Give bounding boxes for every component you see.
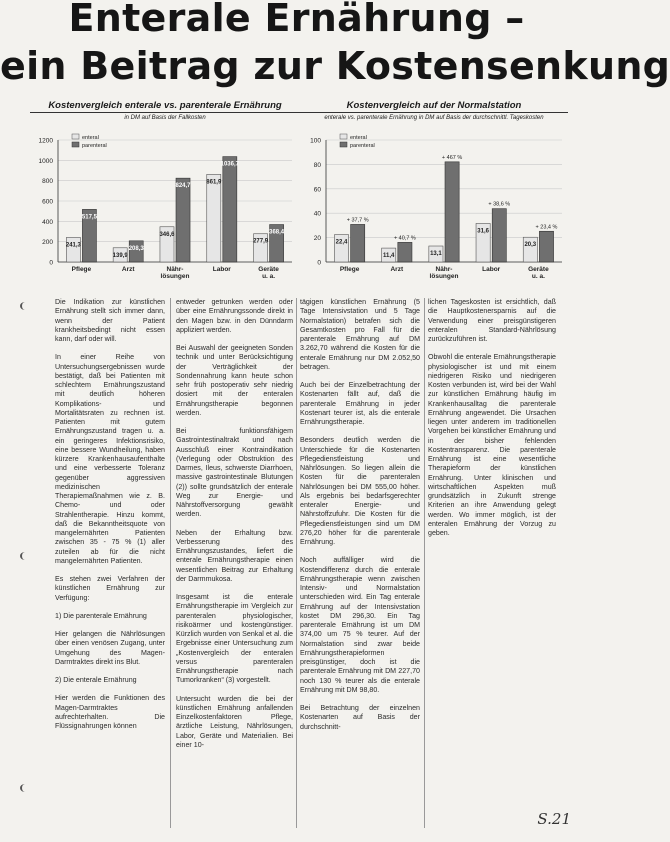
- x-tick-label: Arzt: [390, 266, 404, 273]
- column-divider: [424, 298, 425, 828]
- paragraph: Noch auffälliger wird die Kostendifferenz durch die enterale Ernährungstherapie wenn zwischen Intensiv- und Normalstation unterschieden wird. Ein Tag enterale Ernährung auf der Intensivstation kostet DM 296,30. Ein Tag parenterale Ernährung ist um DM 374,00 um 75 % teurer. Auf der Normalstation sind zwar beide Ernährungstherapieformen preisgünstiger, doch ist die parenterale Ernährung mit DM 227,70 noch 130 % teurer als die enterale Ernährung mit DM 98,80.: [300, 556, 420, 694]
- data-label-enteral: 11,4: [383, 253, 395, 260]
- paragraph: Untersucht wurden die bei der künstlichen Ernährung anfallenden Einzelkostenfaktoren Pflege, ärztliche Leistung, Nährlösungen, Labor, Geräte und Materialien. Bei einer 10-: [176, 694, 293, 749]
- paragraph: Bei funktionsfähigem Gastrointestinaltrakt und nach Ausschluß einer Kontraindikation (Verlegung oder Obstruktion des Darmes, Ileus, schwerste Diarrhoen, massive gastrointestinale Blutungen (2)) sollte grundsätzlich der enterale Weg zur Energie- und Nährstoffversorgung gewählt werden.: [176, 427, 293, 519]
- paragraph: Die Indikation zur künstlichen Ernährung stellt sich immer dann, wenn der Patient krankheitsbedingt nicht essen kann, darf oder will.: [55, 298, 165, 343]
- legend-label: parenteral: [350, 143, 375, 149]
- x-tick-label: Nähr-: [435, 266, 453, 273]
- x-tick-label: Pflege: [339, 266, 360, 273]
- y-tick-label: 100: [310, 137, 321, 145]
- x-tick-label: u. a.: [531, 273, 545, 280]
- paragraph: In einer Reihe von Untersuchungsergebnissen wurde bestätigt, daß bei Patienten mit schlechtem Ernährungszustand mit deutlich höheren Komplikations- und Mortalitätsraten zu rechnen ist. Patienten mit gutem Ernährungszustand tragen u. a. ein geringeres Infektionsrisiko, eine bessere Wundheilung, haben kürzere Krankenhausaufenthalte und eine verbesserte Toleranz gegenüber aggressiven medizinischen Therapiemaßnahmen wie z. B. Chemo- und oder Strahlentherapie. Hinzu kommt, daß die Bekanntheitsquote von mangelernährten Patienten zwischen 35 - 75 % (1) aller zuteilen ab für die nicht mangelernährten Patienten.: [55, 353, 165, 565]
- y-tick-label: 20: [313, 235, 321, 243]
- chart-plot: [300, 126, 568, 292]
- bar-enteral: [523, 237, 537, 262]
- y-tick-label: 800: [42, 178, 53, 186]
- legend-swatch-parenteral: [340, 142, 347, 147]
- bar-parenteral: [539, 231, 553, 262]
- bar-enteral: [66, 237, 80, 262]
- punch-hole-mark: [20, 784, 30, 792]
- x-tick-label: Labor: [482, 266, 501, 273]
- chart-normalstation: [300, 100, 568, 292]
- y-tick-label: 1200: [38, 137, 53, 145]
- change-label: + 23,4 %: [535, 224, 558, 231]
- legend-label: enteral: [350, 135, 367, 141]
- legend-swatch-enteral: [340, 134, 347, 139]
- legend-label: enteral: [82, 135, 99, 141]
- text-column-3: [300, 298, 420, 830]
- paragraph: Neben der Erhaltung bzw. Verbesserung des Ernährungszustandes, liefert die enterale Ernährungstherapie einen wesentlichen Beitrag zur Erhaltung der Darmmukosa.: [176, 528, 293, 583]
- paragraph: Bei Auswahl der geeigneten Sonden technik und unter Berücksichtigung der Verträglichkeit der Sondennahrung kann heute schon sehr früh postoperativ sehr niedrig dosiert mit der enteralen Ernährungstherapie begonnen werden.: [176, 344, 293, 417]
- paragraph: Hier gelangen die Nährlösungen über einen venösen Zugang, unter Umgehung des Magen-Darmtraktes direkt ins Blut.: [55, 630, 165, 666]
- chart-plot: [30, 126, 300, 292]
- y-tick-label: 80: [313, 161, 321, 169]
- paragraph: Besonders deutlich werden die Unterschiede für die Kostenarten Pflegedienstleistung und Nährlösungen. So liegen allein die Kosten für die parenteralen Nährlösungen bei DM 555,00 höher. Als ergebnis bei bedarfsgerechter enteraler Energie- und Nährstoffzufuhr. Die Kosten für die Pflegedienstleistungen sind um DM 276,20 höher für die parenterale Ernährung.: [300, 436, 420, 546]
- data-label-enteral: 20,3: [524, 242, 537, 249]
- x-tick-label: Geräte: [528, 266, 549, 273]
- headline-line-2: ein Beitrag zur Kostensenkung: [0, 44, 670, 88]
- x-tick-label: lösungen: [160, 273, 190, 280]
- text-column-2: [176, 298, 293, 830]
- data-label-enteral: 13,1: [430, 251, 442, 258]
- y-tick-label: 400: [42, 218, 53, 226]
- paragraph: tägigen künstlichen Ernährung (5 Tage Intensivstation und 5 Tage Normalstation) betrafen sich die Gesamtkosten pro Fall für die parenterale Ernährung auf DM 3.262,70 während die Kosten für die enterale Ernährung nur DM 2.052,50 betragen.: [300, 298, 420, 371]
- change-label: + 38,6 %: [488, 201, 511, 208]
- legend-swatch-parenteral: [72, 142, 79, 147]
- chart-title: Kostenvergleich auf der Normalstation: [300, 100, 568, 113]
- chart-subtitle: enterale vs. parenterale Ernährung in DM auf Basis der durchschnittl. Tageskosten: [324, 115, 544, 121]
- data-label-enteral: 277,9: [253, 238, 269, 245]
- y-tick-label: 1000: [38, 157, 53, 165]
- y-tick-label: 0: [317, 259, 321, 267]
- legend-label: parenteral: [82, 143, 107, 149]
- list-item: 2) Die enterale Ernährung: [55, 676, 137, 684]
- data-label-parenteral: 1036,7: [220, 161, 239, 168]
- data-label-enteral: 22,4: [335, 239, 348, 246]
- x-tick-label: lösungen: [429, 273, 459, 280]
- x-tick-label: Arzt: [121, 266, 135, 273]
- punch-hole-mark: [20, 552, 30, 560]
- chart-subtitle: in DM auf Basis der Fallkosten: [124, 115, 206, 121]
- x-tick-label: Labor: [212, 266, 231, 273]
- bar-parenteral: [351, 224, 365, 262]
- bar-parenteral: [492, 209, 506, 262]
- y-tick-label: 40: [313, 210, 321, 218]
- legend-swatch-enteral: [72, 134, 79, 139]
- paragraph: entweder getrunken werden oder über eine Ernährungssonde direkt in den Magen bzw. in den Dünndarm appliziert werden.: [176, 298, 293, 334]
- x-tick-label: Nähr-: [166, 266, 184, 273]
- data-label-parenteral: 368,4: [269, 229, 285, 236]
- paragraph: lichen Tageskosten ist ersichtlich, daß die Hauptkostenersparnis auf die Verwendung einer preisgünstigeren enteralen Standard-Nährlösung zurückzuführen ist.: [428, 298, 556, 343]
- data-label-parenteral: 517,5: [81, 214, 97, 221]
- paragraph: Es stehen zwei Verfahren der künstlichen Ernährung zur Verfügung:: [55, 575, 165, 602]
- y-tick-label: 60: [313, 186, 321, 194]
- change-label: + 467 %: [441, 154, 463, 161]
- y-tick-label: 0: [49, 259, 53, 267]
- column-divider: [296, 298, 297, 828]
- x-tick-label: Geräte: [258, 266, 279, 273]
- bar-parenteral: [176, 178, 190, 262]
- data-label-enteral: 346,6: [159, 231, 175, 238]
- bar-parenteral: [223, 157, 237, 262]
- column-divider: [170, 298, 171, 828]
- chart-fallkosten: [30, 100, 300, 292]
- headline-line-1: Enterale Ernährung –: [68, 0, 525, 40]
- paragraph: Hier werden die Funktionen des Magen-Darmtraktes aufrechterhalten. Die Flüssignahrungen können: [55, 694, 165, 730]
- punch-hole-mark: [20, 302, 30, 310]
- y-tick-label: 600: [42, 198, 53, 206]
- text-column-4: [428, 298, 556, 830]
- data-label-parenteral: 824,7: [175, 183, 191, 190]
- data-label-enteral: 139,9: [112, 252, 128, 259]
- data-label-enteral: 861,9: [206, 179, 222, 186]
- x-tick-label: u. a.: [262, 273, 276, 280]
- data-label-enteral: 241,3: [65, 242, 81, 249]
- paragraph: Insgesamt ist die enterale Ernährungstherapie im Vergleich zur parenteralen physiologischer, risikoärmer und kostengünstiger. Kürzlich wurden von Senkal et al. die Ergebnisse einer Untersuchung zum „Kostenvergleich der enteralen versus parenteralen Ernährungstherapie nach Tumorkranken“ (3) vorgestellt.: [176, 593, 293, 685]
- change-label: + 37,7 %: [346, 217, 369, 224]
- data-label-enteral: 31,6: [477, 228, 489, 235]
- bar-parenteral: [398, 242, 412, 262]
- data-label-parenteral: 208,3: [128, 245, 144, 252]
- y-tick-label: 200: [42, 239, 53, 247]
- chart-title: Kostenvergleich enterale vs. parenterale Ernährung: [30, 100, 300, 113]
- paragraph: Obwohl die enterale Ernährungstherapie physiologischer ist und mit einem niedrigeren Risiko und niedrigeren Kosten verbunden ist, wird bei der Wahl zur künstlichen Ernährung häufig im Krankenhausalltag die parenterale Ernährung angewendet. Die Ursachen liegen unter anderem im traditionellen Vorgehen bei künstlicher Ernährung und in der bisher fehlenden Kostentransparenz. Die parenterale Ernährung ist eine wesentliche Therapieform der künstlichen Ernährung. Unter klinischen und wirtschaftlichen Aspekten muß grundsätzlich in Zukunft strenge Kriterien an ihre Anwendung gelegt werden. Wo immer möglich, ist der enteralen Ernährung der Vorzug zu geben.: [428, 353, 556, 537]
- change-label: + 40,7 %: [393, 235, 416, 242]
- paragraph: Auch bei der Einzelbetrachtung der Kostenarten fällt auf, daß die parenterale Ernährung in jeder Kostenart teurer ist, als die enterale Ernährungstherapie.: [300, 381, 420, 426]
- handwritten-page-number: S.21: [537, 810, 571, 828]
- bar-parenteral: [445, 162, 459, 262]
- bar-enteral: [207, 174, 221, 262]
- x-tick-label: Pflege: [71, 266, 92, 273]
- text-column-1: [55, 298, 165, 830]
- paragraph: Bei Betrachtung der einzelnen Kostenarten auf Basis der durchschnitt-: [300, 704, 420, 731]
- list-item: 1) Die parenterale Ernährung: [55, 611, 147, 620]
